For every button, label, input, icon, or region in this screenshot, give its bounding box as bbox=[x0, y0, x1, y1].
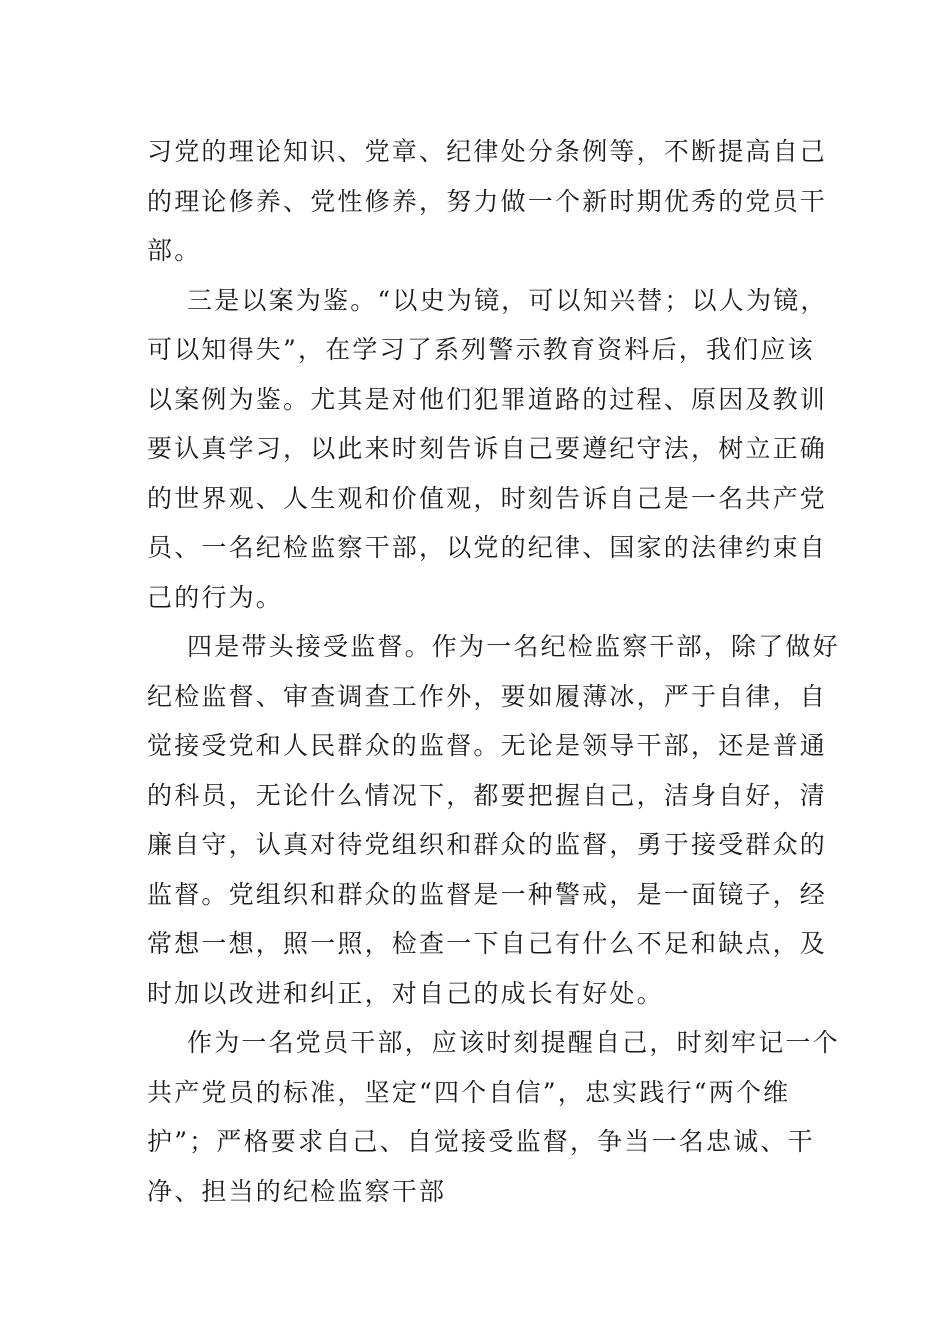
text-line: 部。 bbox=[147, 236, 202, 265]
text-line: 己的行为。 bbox=[147, 582, 284, 612]
text-line: 共产党员的标准，坚定“四个自信”，忠实践行“两个维 bbox=[147, 1077, 791, 1107]
text-line: 觉接受党和人民群众的监督。无论是领导干部，还是普通 bbox=[147, 731, 828, 760]
text-line: 的理论修养、党性修养，努力做一个新时期优秀的党员干 bbox=[147, 186, 828, 216]
text-line: 的科员，无论什么情况下，都要把握自己，洁身自好，清 bbox=[147, 780, 828, 810]
text-line: 以案例为鉴。尤其是对他们犯罪道路的过程、原因及教训 bbox=[147, 384, 828, 414]
text-line: 监督。党组织和群众的监督是一种警戒，是一面镜子，经 bbox=[147, 879, 828, 909]
text-line: 要认真学习，以此来时刻告诉自己要遵纪守法，树立正确 bbox=[147, 434, 828, 463]
text-line: 的世界观、人生观和价值观，时刻告诉自己是一名共产党 bbox=[147, 483, 828, 513]
text-line: 纪检监督、审查调查工作外，要如履薄冰，严于自律，自 bbox=[147, 681, 828, 711]
text-line: 习党的理论知识、党章、纪律处分条例等，不断提高自己 bbox=[147, 137, 828, 166]
text-line: 时加以改进和纠正，对自己的成长有好处。 bbox=[147, 978, 664, 1008]
text-line: 可以知得失”，在学习了系列警示教育资料后，我们应该 bbox=[147, 335, 815, 364]
text-line: 员、一名纪检监察干部，以党的纪律、国家的法律约束自 bbox=[147, 533, 828, 562]
paragraph-start-line: 作为一名党员干部，应该时刻提醒自己，时刻牢记一个 bbox=[187, 1028, 840, 1057]
paragraph-start-line: 三是以案为鉴。“以史为镜，可以知兴替；以人为镜， bbox=[187, 285, 828, 315]
text-line: 护”；严格要求自己、自觉接受监督，争当一名忠诚、干 bbox=[147, 1127, 815, 1156]
text-line: 廉自守，认真对待党组织和群众的监督，勇于接受群众的 bbox=[147, 830, 828, 859]
text-line: 净、担当的纪检监察干部 bbox=[147, 1176, 447, 1206]
paragraph-start-line: 四是带头接受监督。作为一名纪检监察干部，除了做好 bbox=[187, 632, 840, 661]
text-line: 常想一想，照一照，检查一下自己有什么不足和缺点，及 bbox=[147, 929, 828, 958]
document-body bbox=[147, 127, 840, 1216]
